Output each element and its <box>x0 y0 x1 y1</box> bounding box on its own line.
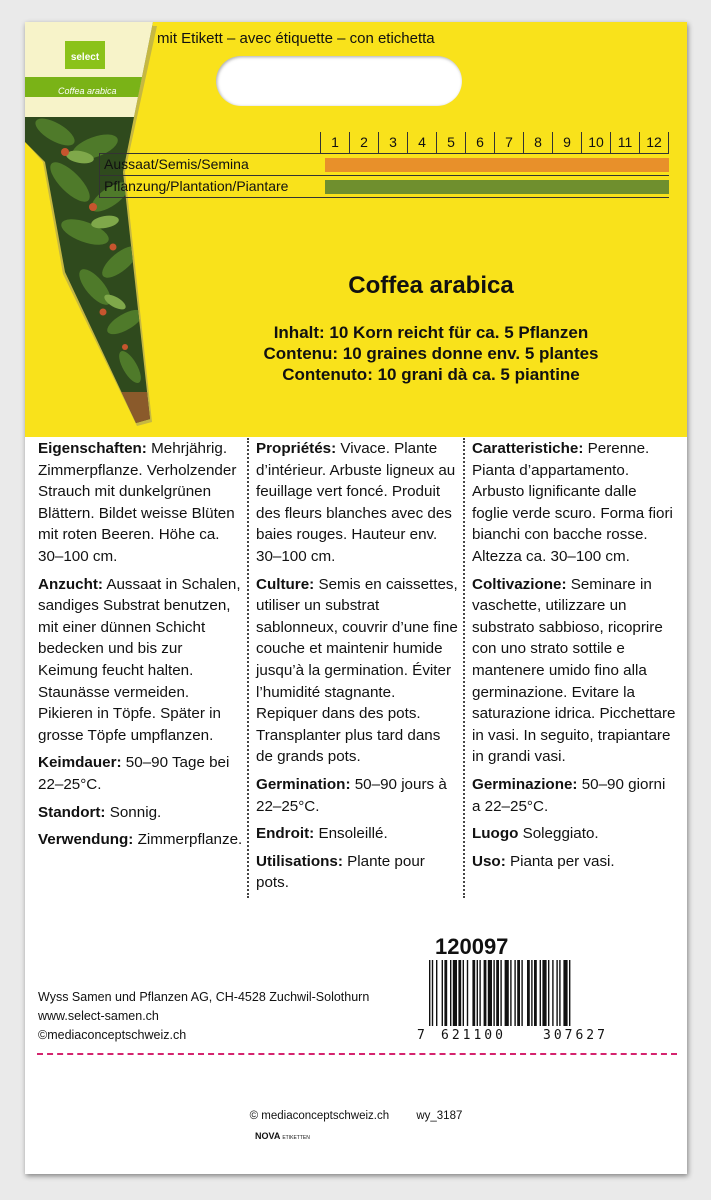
month-cell: 3 <box>378 132 407 153</box>
planting-bar <box>325 180 669 194</box>
column-italian <box>472 438 677 878</box>
month-cell: 9 <box>552 132 581 153</box>
section: Keimdauer: 50–90 Tage bei 22–25°C. <box>38 754 230 793</box>
section: Luogo Soleggiato. <box>472 825 599 843</box>
column-french <box>256 438 461 900</box>
print-credit <box>25 1110 687 1122</box>
tagline: mit Etikett – avec étiquette – con etichetta <box>157 30 435 47</box>
brand-logo: select <box>70 52 100 63</box>
column-german <box>38 438 243 857</box>
section: Coltivazione: Seminare in vaschette, utilizzare un substrato sabbioso, ricoprire con uno strato sottile e mantenere umido fino alla germinazione. Evitare la saturazione idrica. Picchettare in vasi. In seguito, trapiantare in grandi vasi. <box>472 575 676 766</box>
month-cell: 11 <box>610 132 639 153</box>
calendar-corner <box>99 132 320 154</box>
section: Utilisations: Plante pour pots. <box>256 852 425 892</box>
section: Caratteristiche: Perenne. Pianta d’appartamento. Arbusto lignificante dalle foglie verde scuro. Forma fiori bianchi con bacche rosse. Altezza ca. 30–100 cm. <box>472 440 673 565</box>
copyright: ©mediaconceptschweiz.ch <box>38 1028 187 1042</box>
section: Verwendung: Zimmerpflanze. <box>38 831 243 849</box>
month-cell: 5 <box>436 132 465 153</box>
month-cell: 8 <box>523 132 552 153</box>
calendar-header <box>99 132 669 154</box>
section: Uso: Pianta per vasi. <box>472 852 615 870</box>
sowing-calendar <box>99 132 669 198</box>
cut-line <box>37 1053 677 1055</box>
barcode-right-digits: 307627 <box>543 1028 608 1043</box>
sowing-bar <box>325 158 669 172</box>
calendar-row-sowing <box>99 154 669 176</box>
product-title: Coffea arabica <box>348 272 514 299</box>
printer-logo: NOVA ETIKETTEN <box>255 1131 310 1141</box>
contents-info <box>175 322 687 385</box>
company-website: www.select-samen.ch <box>38 1009 159 1023</box>
description-columns <box>25 430 687 900</box>
section: Eigenschaften: Mehrjährig. Zimmerpflanze. Verholzender Strauch mit dunkelgrünen Blättern. Bildet weisse Blüten mit roten Beeren. Höhe ca. 30–100 cm. <box>38 440 237 565</box>
barcode-lead-digit: 7 <box>417 1028 425 1043</box>
month-cell: 10 <box>581 132 610 153</box>
contents-it: Contenuto: 10 grani dà ca. 5 piantine <box>282 365 580 384</box>
row-label: Aussaat/Semis/Semina <box>99 154 325 175</box>
product-label-image <box>25 22 185 437</box>
column-divider <box>463 438 465 898</box>
hang-hole <box>216 56 462 106</box>
section: Standort: Sonnig. <box>38 803 162 821</box>
month-cell: 12 <box>639 132 669 153</box>
section: Culture: Semis en caissettes, utiliser un substrat sablonneux, couvrir d’une fine couche et maintenir humide jusqu’à la germination. Éviter l’humidité stagnante. Repiquer dans des pots. Transplanter plus tard dans de grands pots. <box>256 575 458 766</box>
calendar-row-planting <box>99 176 669 198</box>
month-cell: 6 <box>465 132 494 153</box>
month-cell: 4 <box>407 132 436 153</box>
section: Germination: 50–90 jours à 22–25°C. <box>256 775 447 815</box>
contents-de: Inhalt: 10 Korn reicht für ca. 5 Pflanzen <box>273 323 589 342</box>
credit-code: wy_3187 <box>416 1110 463 1122</box>
credit-copyright: © mediaconceptschweiz.ch <box>249 1110 390 1122</box>
month-cell: 7 <box>494 132 523 153</box>
section: Anzucht: Aussaat in Schalen, sandiges Substrat benutzen, mit einer dünnen Schicht bedecken und bis zur Keimung feucht halten. Staunässe vermeiden. Pikieren in Töpfe. Später in grosse Töpfe umpflanzen. <box>38 575 241 744</box>
company-address: Wyss Samen und Pflanzen AG, CH-4528 Zuchwil-Solothurn <box>38 990 370 1004</box>
barcode <box>429 960 641 1032</box>
barcode-left-digits: 621100 <box>441 1028 506 1043</box>
month-cell: 1 <box>320 132 349 153</box>
article-number: 120097 <box>435 934 509 959</box>
month-cell: 2 <box>349 132 378 153</box>
section: Endroit: Ensoleillé. <box>256 825 388 843</box>
label-name: Coffea arabica <box>58 86 117 96</box>
contents-fr: Contenu: 10 graines donne env. 5 plantes <box>263 344 599 363</box>
column-divider <box>247 438 249 898</box>
section: Germinazione: 50–90 giorni a 22–25°C. <box>472 775 666 815</box>
company-footer <box>38 988 369 1045</box>
seed-packet-back <box>25 22 687 1174</box>
row-label: Pflanzung/Plantation/Piantare <box>99 176 325 197</box>
section: Propriétés: Vivace. Plante d’intérieur. Arbuste ligneux au feuillage vert foncé. Produit des fleurs blanches avec des baies rouges. Hauteur env. 30–100 cm. <box>256 440 456 565</box>
